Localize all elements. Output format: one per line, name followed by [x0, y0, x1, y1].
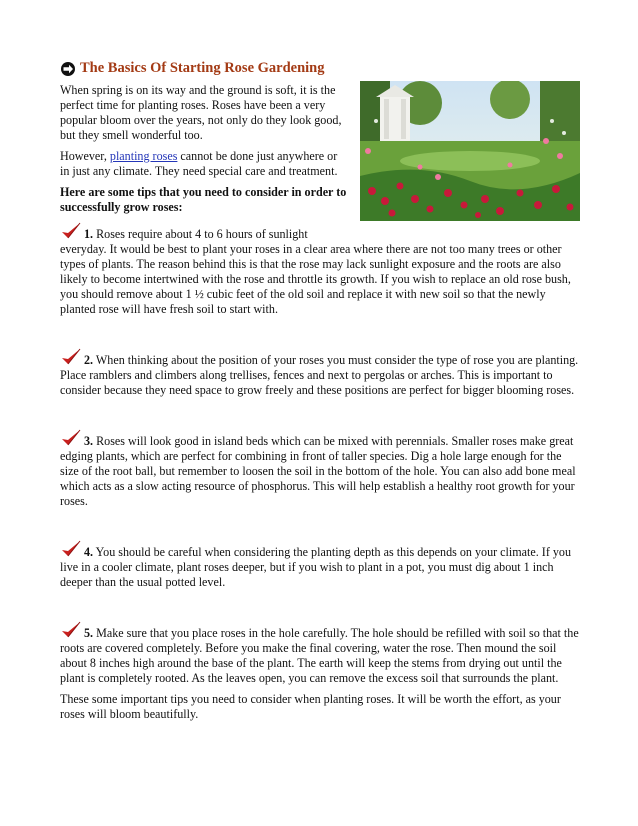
tip-1	[60, 221, 580, 317]
checkmark-icon	[60, 539, 82, 559]
tip-text: You should be careful when considering the planting depth as this depends on your climate. If you live in a cooler climate, plant roses deeper, but if you wish to plant in a pot, you must dig about 1 inch deeper than the usual potted level.	[60, 545, 572, 589]
tip-number: 5.	[84, 626, 94, 640]
tip-2	[60, 347, 580, 398]
intro-text: However,	[60, 149, 110, 163]
intro-paragraph: When spring is on its way and the ground is soft, it is the perfect time for planting roses. Roses have been a very popular bloom over the years, not only do they look good, but they smell wonderful too.	[60, 83, 342, 142]
tip-number: 4.	[84, 545, 94, 559]
checkmark-icon	[60, 221, 82, 241]
tip-text: Roses require about 4 to 6 hours of sunlight everyday. It would be best to plant your roses in a clear area where there are not too many trees or other types of plants. The reason behind this is that the rose may lack sunlight exposure and the roots are also likely to become intertwined with the rose and throttle its growth. If you wish to replace an old rose bush, you should remove about 1 ½ cubic feet of the old soil and replace it with new soil so that the newly planted rose will have fresh soil to start with.	[60, 227, 571, 316]
rose-garden-photo	[360, 81, 580, 221]
heading	[60, 60, 580, 77]
closing-paragraph: These some important tips you need to consider when planting roses. It will be worth the effort, as your roses will bloom beautifully.	[60, 692, 561, 721]
page-title: The Basics Of Starting Rose Gardening	[80, 60, 325, 76]
tip-3	[60, 428, 580, 509]
tips-lead: Here are some tips that you need to consider in order to successfully grow roses:	[60, 185, 347, 214]
tip-text: Roses will look good in island beds which can be mixed with perennials. Smaller roses make great edging plants, which are perfect for combining in front of taller species. Dig a hole large enough for the size of the root ball, but remember to loosen the soil in the bottom of the hole. You can also add bone meal which acts as a slow acting resource of phosphorus. This will help establish a healthy root growth for your roses.	[60, 434, 576, 508]
checkmark-icon	[60, 620, 82, 640]
document-page	[60, 60, 580, 728]
checkmark-icon	[60, 428, 82, 448]
arrow-circle-icon	[60, 61, 76, 77]
tip-text: When thinking about the position of your roses you must consider the type of rose you are planting. Place ramblers and climbers along trellises, fences and next to pergolas or arches. This is important to consider because they need space to grow freely and these positions are perfect for bigger blooming roses.	[60, 353, 579, 397]
tip-number: 2.	[84, 353, 94, 367]
planting-roses-link[interactable]: planting roses	[109, 149, 178, 163]
tip-number: 3.	[84, 434, 94, 448]
checkmark-icon	[60, 347, 82, 367]
tip-number: 1.	[84, 227, 94, 241]
tip-5	[60, 620, 580, 686]
tip-text: Make sure that you place roses in the hole carefully. The hole should be refilled with soil so that the roots are covered completely. Before you make the final covering, water the rose. Then mound the soil about 8 inches high around the base of the plant. The earth will keep the stems from drying out until the plant is completely rooted. As the leaves open, you can remove the excess soil that surrounds the plant.	[60, 626, 579, 685]
intro-text-cont: cannot be done just anywhere or in just any climate. They need special care and treatment.	[60, 149, 338, 178]
tip-4	[60, 539, 580, 590]
